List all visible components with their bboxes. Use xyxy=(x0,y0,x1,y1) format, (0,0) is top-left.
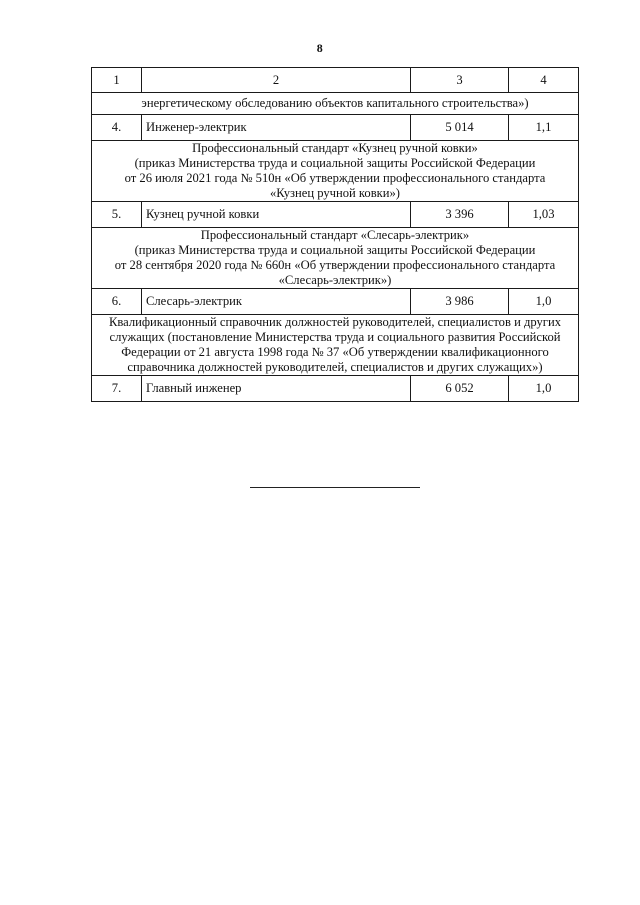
section-line: от 28 сентября 2020 года № 660н «Об утверждении профессионального стандарта xyxy=(114,258,556,272)
salary-value: 3 396 xyxy=(411,202,509,228)
section-heading xyxy=(92,315,579,376)
section-row xyxy=(92,141,579,202)
table-row xyxy=(92,202,579,228)
position-name: Слесарь-электрик xyxy=(142,289,411,315)
section-line: Федерации от 21 августа 1998 года № 37 «Об утверждении квалификационного xyxy=(121,345,549,359)
table-header-row xyxy=(92,68,579,93)
salary-value: 3 986 xyxy=(411,289,509,315)
section-line: «Слесарь-электрик») xyxy=(278,273,392,287)
section-line: Квалификационный справочник должностей руководителей, специалистов и других xyxy=(108,315,561,329)
coefficient-value: 1,0 xyxy=(509,289,579,315)
page-number: 8 xyxy=(316,41,324,55)
coefficient-value: 1,0 xyxy=(509,376,579,402)
section-line: служащих (постановление Министерства труда и социального развития Российской xyxy=(109,330,561,344)
section-line: от 26 июля 2021 года № 510н «Об утверждении профессионального стандарта xyxy=(124,171,546,185)
row-number: 6. xyxy=(92,289,142,315)
salary-value: 6 052 xyxy=(411,376,509,402)
section-line: (приказ Министерства труда и социальной защиты Российской Федерации xyxy=(134,156,536,170)
row-number: 4. xyxy=(92,115,142,141)
section-heading xyxy=(92,141,579,202)
position-name: Инженер-электрик xyxy=(142,115,411,141)
section-row xyxy=(92,315,579,376)
salary-table xyxy=(91,67,579,402)
continuation-row xyxy=(92,93,579,115)
section-line: (приказ Министерства труда и социальной защиты Российской Федерации xyxy=(134,243,536,257)
row-number: 5. xyxy=(92,202,142,228)
header-cell-2: 2 xyxy=(142,68,411,93)
section-line: справочника должностей руководителей, специалистов и других служащих») xyxy=(127,360,543,374)
row-number: 7. xyxy=(92,376,142,402)
salary-value: 5 014 xyxy=(411,115,509,141)
table-row xyxy=(92,115,579,141)
table-row xyxy=(92,376,579,402)
end-of-document-rule xyxy=(250,487,420,488)
coefficient-value: 1,03 xyxy=(509,202,579,228)
section-row xyxy=(92,228,579,289)
header-cell-3: 3 xyxy=(411,68,509,93)
section-line: «Кузнец ручной ковки») xyxy=(270,186,400,200)
section-line: Профессиональный стандарт «Кузнец ручной ковки» xyxy=(192,141,478,155)
position-name: Кузнец ручной ковки xyxy=(142,202,411,228)
continuation-text: энергетическому обследованию объектов капитального строительства») xyxy=(92,93,579,115)
header-cell-4: 4 xyxy=(509,68,579,93)
coefficient-value: 1,1 xyxy=(509,115,579,141)
section-heading xyxy=(92,228,579,289)
section-line: Профессиональный стандарт «Слесарь-электрик» xyxy=(200,228,470,242)
position-name: Главный инженер xyxy=(142,376,411,402)
header-cell-1: 1 xyxy=(92,68,142,93)
table-row xyxy=(92,289,579,315)
